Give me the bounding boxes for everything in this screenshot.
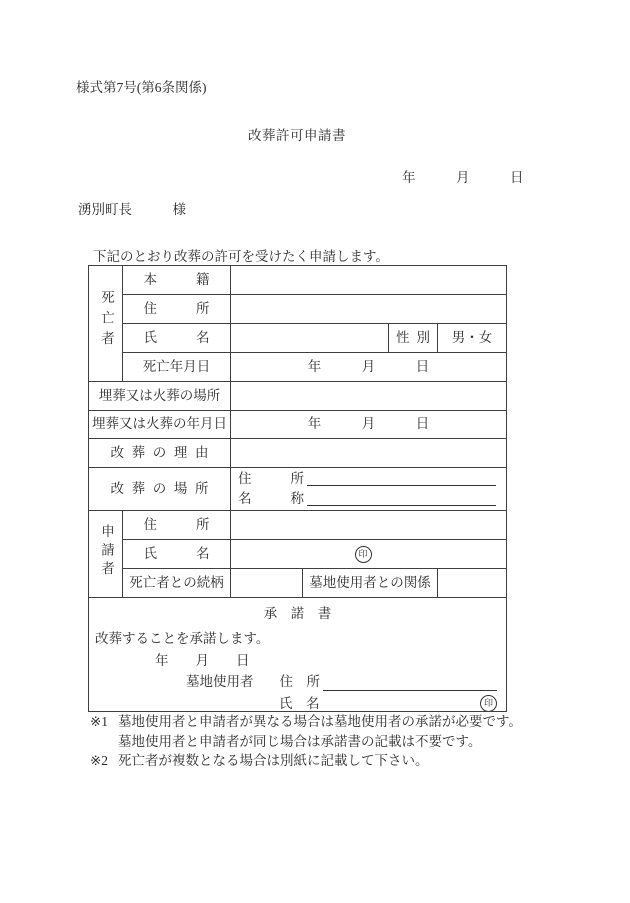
- consent-date-line: 年 月 日: [155, 653, 250, 668]
- consent-title: 承 諾 書: [263, 606, 332, 621]
- consent-address-fill-line: [323, 690, 497, 691]
- death-date-value-cell: [231, 353, 507, 382]
- table-row: [89, 353, 507, 382]
- burial-place-label: 埋葬又は火葬の場所: [98, 387, 221, 403]
- name-fill-line: [307, 493, 496, 506]
- burial-date-ymd: 年 月 日: [307, 416, 430, 432]
- address-fill-line: [307, 473, 496, 486]
- burial-place-label-cell: [89, 382, 231, 411]
- applicant-name-label-cell: [123, 540, 231, 569]
- consent-name-line: [279, 695, 497, 712]
- addressee: 湧別町長 様: [78, 202, 186, 217]
- footnote-text: 死亡者が複数となる場合は別紙に記載して下さい。: [118, 753, 429, 768]
- form-number: 様式第7号(第6条関係): [76, 80, 207, 95]
- application-date-line: 年 月 日: [402, 170, 524, 185]
- applicant-address-label-cell: [123, 511, 231, 540]
- grave-user-label: 墓地使用者: [186, 674, 254, 689]
- consent-statement: 改葬することを承諾します。: [95, 631, 270, 646]
- deceased-name-value-cell: [231, 324, 389, 353]
- deceased-address-value-cell: [231, 295, 507, 324]
- footnote-2-line-1: [90, 751, 550, 771]
- page-title: 改葬許可申請書: [248, 128, 346, 143]
- consent-address-label: 住 所: [279, 674, 320, 689]
- honseki-value-cell: [231, 266, 507, 295]
- death-date-label: 死亡年月日: [142, 358, 211, 374]
- reason-value-cell: [231, 439, 507, 468]
- deceased-name-label-cell: [123, 324, 231, 353]
- honseki-label-cell: [123, 266, 231, 295]
- sex-label-cell: [389, 324, 438, 353]
- reason-label: 改葬の理由: [110, 444, 209, 460]
- table-row: [89, 468, 507, 511]
- intro-sentence: 下記のとおり改葬の許可を受けたく申請します。: [93, 249, 389, 264]
- table-row: [89, 382, 507, 411]
- applicant-address-label: 住所: [143, 516, 210, 532]
- burial-date-value-cell: [231, 411, 507, 439]
- table-row: [89, 569, 507, 598]
- table-row: [89, 439, 507, 468]
- applicant-address-value-cell: [231, 511, 507, 540]
- footnote-1-line-1: [90, 712, 550, 732]
- reburial-place-name-label: 名称: [238, 490, 304, 506]
- footnote-text: 墓地使用者と申請者が異なる場合は墓地使用者の承諾が必要です。: [118, 714, 522, 729]
- relation-grave-user-label-cell: [303, 569, 438, 598]
- applicant-group-label: 申請者: [98, 523, 114, 580]
- reburial-place-name-line: [232, 489, 505, 509]
- deceased-address-label-cell: [123, 295, 231, 324]
- reason-label-cell: [89, 439, 231, 468]
- death-date-ymd: 年 月 日: [307, 358, 430, 374]
- relation-deceased-label: 死亡者との続柄: [129, 574, 224, 590]
- application-form-table: [88, 265, 507, 712]
- footnote-1-line-2: [90, 732, 550, 752]
- reburial-place-address-line: [232, 469, 505, 489]
- relation-deceased-label-cell: [123, 569, 231, 598]
- applicant-name-value-cell: [231, 540, 507, 569]
- reburial-place-value-cell: [231, 468, 507, 511]
- table-row: [89, 411, 507, 439]
- reburial-place-label: 改葬の場所: [110, 480, 209, 496]
- grave-user-seal-icon: 印: [480, 695, 497, 712]
- burial-date-label-cell: [89, 411, 231, 439]
- table-row: [89, 598, 507, 712]
- deceased-group-cell: [89, 266, 123, 382]
- applicant-seal-icon: 印: [355, 546, 372, 563]
- footnote-1-marker: ※1: [90, 714, 109, 729]
- reburial-place-label-cell: [89, 468, 231, 511]
- sex-options: 男・女: [451, 329, 493, 345]
- honseki-label: 本籍: [143, 271, 210, 287]
- relation-grave-user-value-cell: [438, 569, 507, 598]
- sex-options-cell: [438, 324, 507, 353]
- table-row: [89, 511, 507, 540]
- table-row: [89, 324, 507, 353]
- table-row: [89, 295, 507, 324]
- deceased-name-label: 氏名: [143, 329, 210, 345]
- applicant-name-label: 氏名: [143, 545, 210, 561]
- table-row: [89, 540, 507, 569]
- reburial-place-address-label: 住所: [238, 470, 304, 486]
- footnote-2-marker: ※2: [90, 753, 109, 768]
- consent-address-line: [186, 674, 497, 691]
- consent-name-label: 氏 名: [279, 696, 320, 712]
- footnotes: [90, 712, 550, 771]
- consent-section: [89, 598, 507, 712]
- footnote-text: 墓地使用者と申請者が同じ場合は承諾書の記載は不要です。: [118, 733, 482, 749]
- burial-date-label: 埋葬又は火葬の年月日: [92, 416, 227, 432]
- relation-deceased-value-cell: [231, 569, 303, 598]
- relation-grave-user-label: 墓地使用者との関係: [309, 574, 431, 590]
- table-row: [89, 266, 507, 295]
- sex-label: 性別: [396, 329, 430, 345]
- applicant-group-cell: [89, 511, 123, 598]
- deceased-group-label: 死亡者: [98, 290, 114, 352]
- burial-place-value-cell: [231, 382, 507, 411]
- death-date-label-cell: [123, 353, 231, 382]
- deceased-address-label: 住所: [143, 300, 210, 316]
